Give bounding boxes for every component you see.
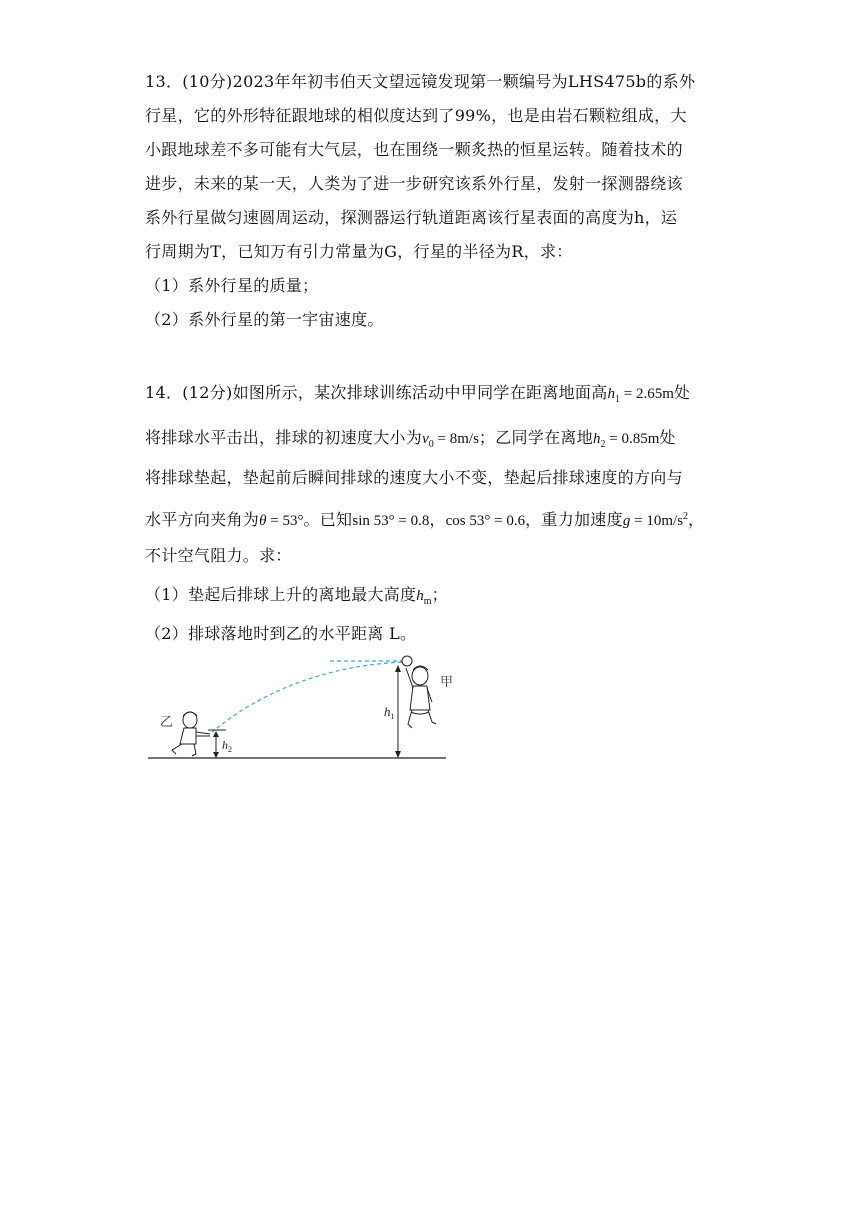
jia-label: 甲 xyxy=(440,675,454,690)
q13-line-5: 系外行星做匀速圆周运动，探测器运行轨道距离该行星表面的高度为h，运 xyxy=(145,208,678,227)
q14-line-5: 不计空气阻力。求： xyxy=(145,546,292,565)
h1-label: $h_1$ xyxy=(384,704,395,721)
hm-formula: $h_m$ xyxy=(416,588,432,607)
h2-formula: $h_2 = 0.85m$ xyxy=(593,431,660,450)
q14-line-1: 14．(12分)如图所示，某次排球训练活动中甲同学在距离地面高$h_1 = 2.65m$处 xyxy=(145,383,691,405)
cos-formula: cos 53° = 0.6 xyxy=(445,513,526,529)
q13-sub-2: （2）系外行星的第一宇宙速度。 xyxy=(145,310,384,329)
person-jia-icon xyxy=(406,666,436,728)
q13-line-6: 行周期为T，已知万有引力常量为G，行星的半径为R，求： xyxy=(145,242,573,261)
trajectory-curve xyxy=(212,662,402,732)
h2-arrow-bottom xyxy=(213,752,219,758)
q14-sub-1: （1）垫起后排球上升的离地最大高度$h_m$； xyxy=(145,585,448,607)
h1-formula: $h_1 = 2.65m$ xyxy=(607,386,674,405)
q13-line-3: 小跟地球差不多可能有大气层，也在围绕一颗炙热的恒星运转。随着技术的 xyxy=(145,140,683,159)
q14-line-4: 水平方向夹角为θ = 53°。已知sin 53° = 0.8，cos 53° = 0.6，重力加速度$g = 10m/s^2$， xyxy=(145,510,705,529)
q13-line-2: 行星，它的外形特征跟地球的相似度达到了99%，也是由岩石颗粒组成，大 xyxy=(145,106,687,125)
q14-line-2: 将排球水平击出，排球的初速度大小为$v_0 = 8m/s$；乙同学在离地$h_2 = 0.85m$处 xyxy=(145,428,676,450)
q14-sub-2: （2）排球落地时到乙的水平距离 L。 xyxy=(145,624,417,643)
q14-line-3: 将排球垫起，垫起前后瞬间排球的速度大小不变，垫起后排球速度的方向与 xyxy=(145,468,683,487)
h2-arrow-top xyxy=(213,731,219,737)
volleyball-figure xyxy=(140,650,460,768)
yi-label: 乙 xyxy=(160,715,174,730)
h1-arrow-top xyxy=(395,665,401,672)
theta-formula: θ = 53° xyxy=(259,513,304,529)
g-formula: $g = 10m/s^2$ xyxy=(622,511,689,529)
q13-line-4: 进步，未来的某一天，人类为了进一步研究该系外行星，发射一探测器绕该 xyxy=(145,174,683,193)
v0-formula: $v_0 = 8m/s$ xyxy=(422,431,479,450)
q13-line-1: 13．(10分)2023年年初韦伯天文望远镜发现第一颗编号为LHS475b的系外 xyxy=(145,72,696,91)
h1-arrow-bottom xyxy=(395,751,401,758)
volleyball-icon xyxy=(402,656,412,666)
q14-text: 14．(12分)如图所示，某次排球训练活动中甲同学在距离地面高 xyxy=(145,383,608,402)
sin-formula: sin 53° = 0.8 xyxy=(352,513,430,529)
q13-sub-1: （1）系外行星的质量； xyxy=(145,276,319,295)
h2-label: $h_2$ xyxy=(222,738,232,754)
person-yi-icon xyxy=(172,712,210,756)
